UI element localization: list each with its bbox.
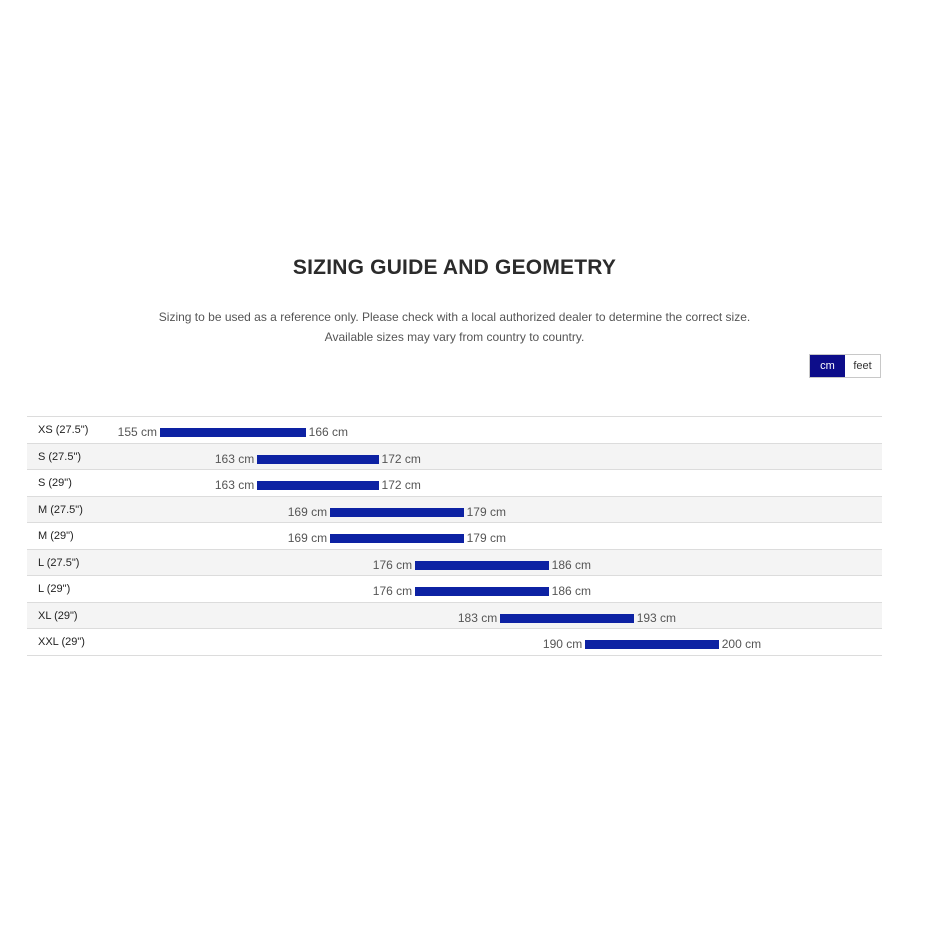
unit-cm-button[interactable]: cm [810, 355, 845, 377]
size-row [27, 417, 882, 444]
size-row [27, 444, 882, 471]
max-height-label: 172 cm [381, 451, 421, 466]
size-row [27, 550, 882, 577]
min-height-label: 183 cm [457, 610, 498, 625]
size-label: L (27.5") [38, 556, 80, 569]
size-label: XS (27.5") [38, 424, 89, 436]
size-label: M (27.5") [38, 503, 83, 516]
height-range-bar [330, 508, 464, 517]
height-range-bar [415, 561, 549, 570]
max-height-label: 186 cm [551, 584, 591, 598]
min-height-label: 163 cm [214, 478, 255, 492]
max-height-label: 179 cm [466, 531, 506, 545]
size-label: XXL (29") [38, 636, 85, 648]
sizing-chart [27, 416, 882, 656]
size-label: M (29") [38, 530, 74, 542]
size-label: L (29") [38, 583, 71, 595]
size-row [27, 497, 882, 524]
height-range-bar [500, 614, 634, 623]
size-row [27, 523, 882, 550]
size-row [27, 470, 882, 497]
size-label: XL (29") [38, 609, 78, 622]
min-height-label: 190 cm [542, 637, 583, 651]
max-height-label: 172 cm [381, 478, 421, 492]
max-height-label: 166 cm [308, 425, 348, 439]
size-row [27, 629, 882, 656]
size-label: S (29") [38, 477, 72, 489]
max-height-label: 193 cm [636, 610, 677, 625]
page-title: SIZING GUIDE AND GEOMETRY [292, 256, 617, 279]
size-label: S (27.5") [38, 450, 82, 463]
height-range-bar [160, 428, 306, 437]
max-height-label: 186 cm [551, 557, 591, 572]
subtitle-availability: Available sizes may vary from country to country. [324, 330, 585, 344]
size-row [27, 576, 882, 603]
min-height-label: 176 cm [372, 557, 413, 572]
height-range-bar [257, 481, 378, 490]
min-height-label: 155 cm [117, 425, 157, 439]
min-height-label: 163 cm [214, 451, 255, 466]
max-height-label: 200 cm [721, 637, 762, 651]
height-range-bar [415, 587, 549, 596]
unit-feet-button[interactable]: feet [853, 360, 872, 372]
size-row [27, 603, 882, 630]
height-range-bar [257, 455, 378, 464]
min-height-label: 169 cm [287, 531, 328, 545]
unit-toggle[interactable] [809, 354, 881, 378]
min-height-label: 169 cm [287, 504, 328, 519]
max-height-label: 179 cm [466, 504, 506, 519]
subtitle-disclaimer: Sizing to be used as a reference only. Please check with a local authorized dealer to determine the correct size. [158, 310, 751, 324]
min-height-label: 176 cm [372, 584, 413, 598]
height-range-bar [585, 640, 719, 649]
height-range-bar [330, 534, 464, 543]
